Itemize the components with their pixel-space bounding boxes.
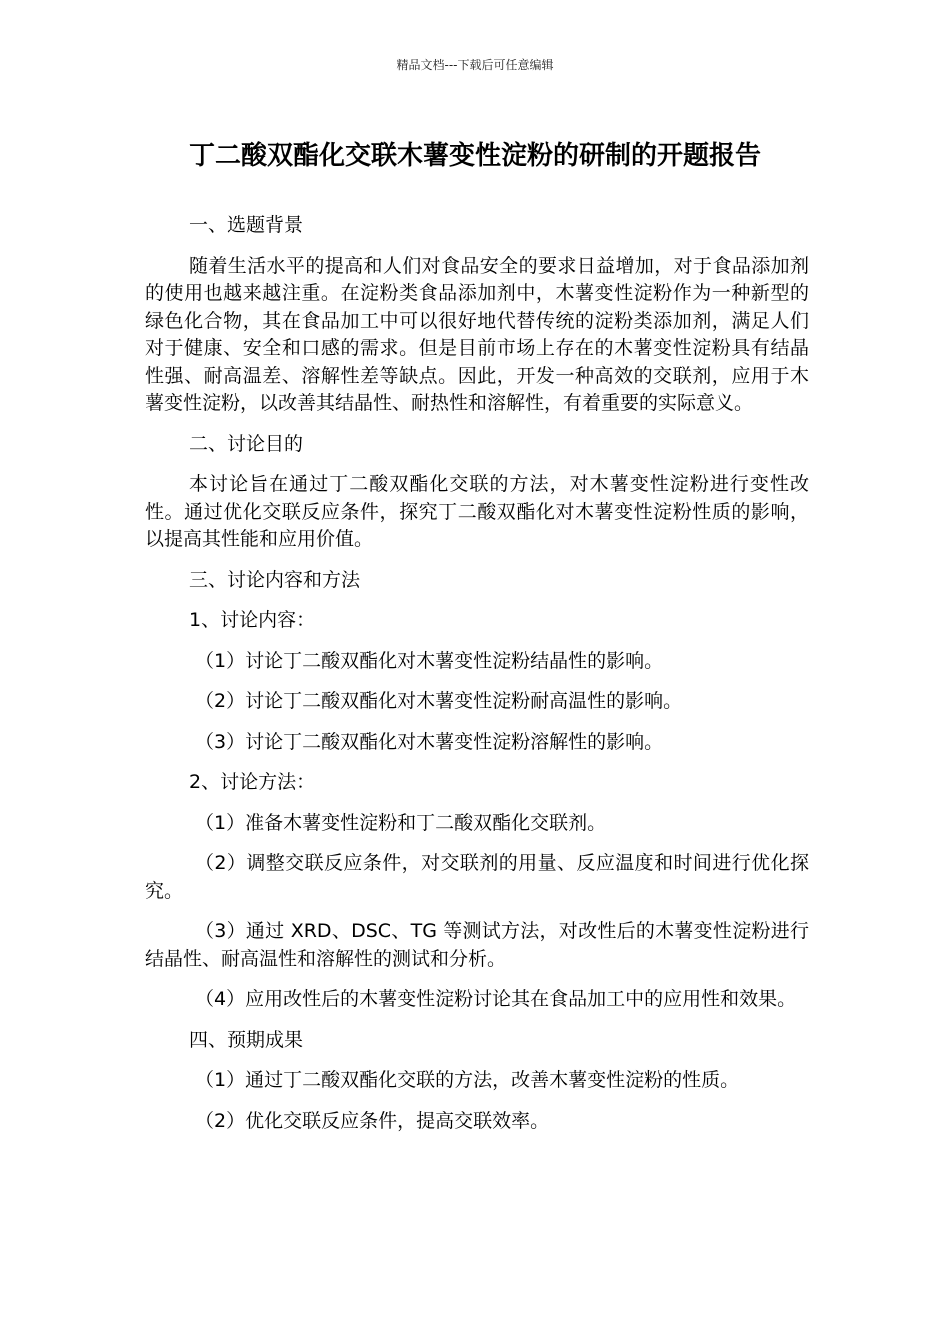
document-title: 丁二酸双酯化交联木薯变性淀粉的研制的开题报告 bbox=[188, 141, 761, 171]
section-heading-content-methods: 三、讨论内容和方法 bbox=[189, 568, 361, 591]
content-item: （3）讨论丁二酸双酯化对木薯变性淀粉溶解性的影响。 bbox=[195, 730, 664, 753]
page-header: 精品文档---下载后可任意编辑 bbox=[396, 58, 554, 72]
method-item: （1）准备木薯变性淀粉和丁二酸双酯化交联剂。 bbox=[195, 811, 607, 834]
document-body bbox=[145, 212, 809, 1148]
content-item: （1）讨论丁二酸双酯化对木薯变性淀粉结晶性的影响。 bbox=[195, 649, 664, 672]
section-heading-background: 一、选题背景 bbox=[189, 214, 304, 236]
content-item: （2）讨论丁二酸双酯化对木薯变性淀粉耐高温性的影响。 bbox=[195, 690, 683, 712]
method-item: （3）通过 XRD、DSC、TG 等测试方法，对改性后的木薯变性淀粉进行结晶性、耐高温性和溶解性的测试和分析。 bbox=[145, 920, 809, 970]
subheading-methods: 2、讨论方法： bbox=[189, 771, 316, 793]
section-heading-purpose: 二、讨论目的 bbox=[189, 432, 304, 455]
result-item: （1）通过丁二酸双酯化交联的方法，改善木薯变性淀粉的性质。 bbox=[195, 1069, 740, 1091]
subheading-content: 1、讨论内容： bbox=[189, 609, 316, 631]
method-item: （2）调整交联反应条件，对交联剂的用量、反应温度和时间进行优化探究。 bbox=[145, 852, 809, 902]
background-paragraph: 随着生活水平的提高和人们对食品安全的要求日益增加，对于食品添加剂的使用也越来越注重。在淀粉类食品添加剂中，木薯变性淀粉作为一种新型的绿色化合物，其在食品加工中可以很好地代替传统的淀粉类添加剂，满足人们对于健康、安全和口感的需求。但是目前市场上存在的木薯变性淀粉具有结晶性强、耐高温差、溶解性差等缺点。因此，开发一种高效的交联剂，应用于木薯变性淀粉，以改善其结晶性、耐热性和溶解性，有着重要的实际意义。 bbox=[145, 254, 809, 414]
method-item: （4）应用改性后的木薯变性淀粉讨论其在食品加工中的应用性和效果。 bbox=[195, 988, 797, 1010]
section-heading-expected-results: 四、预期成果 bbox=[189, 1028, 304, 1051]
purpose-paragraph: 本讨论旨在通过丁二酸双酯化交联的方法，对木薯变性淀粉进行变性改性。通过优化交联反应条件，探究丁二酸双酯化对木薯变性淀粉性质的影响，以提高其性能和应用价值。 bbox=[145, 473, 809, 550]
result-item: （2）优化交联反应条件，提高交联效率。 bbox=[195, 1109, 550, 1132]
